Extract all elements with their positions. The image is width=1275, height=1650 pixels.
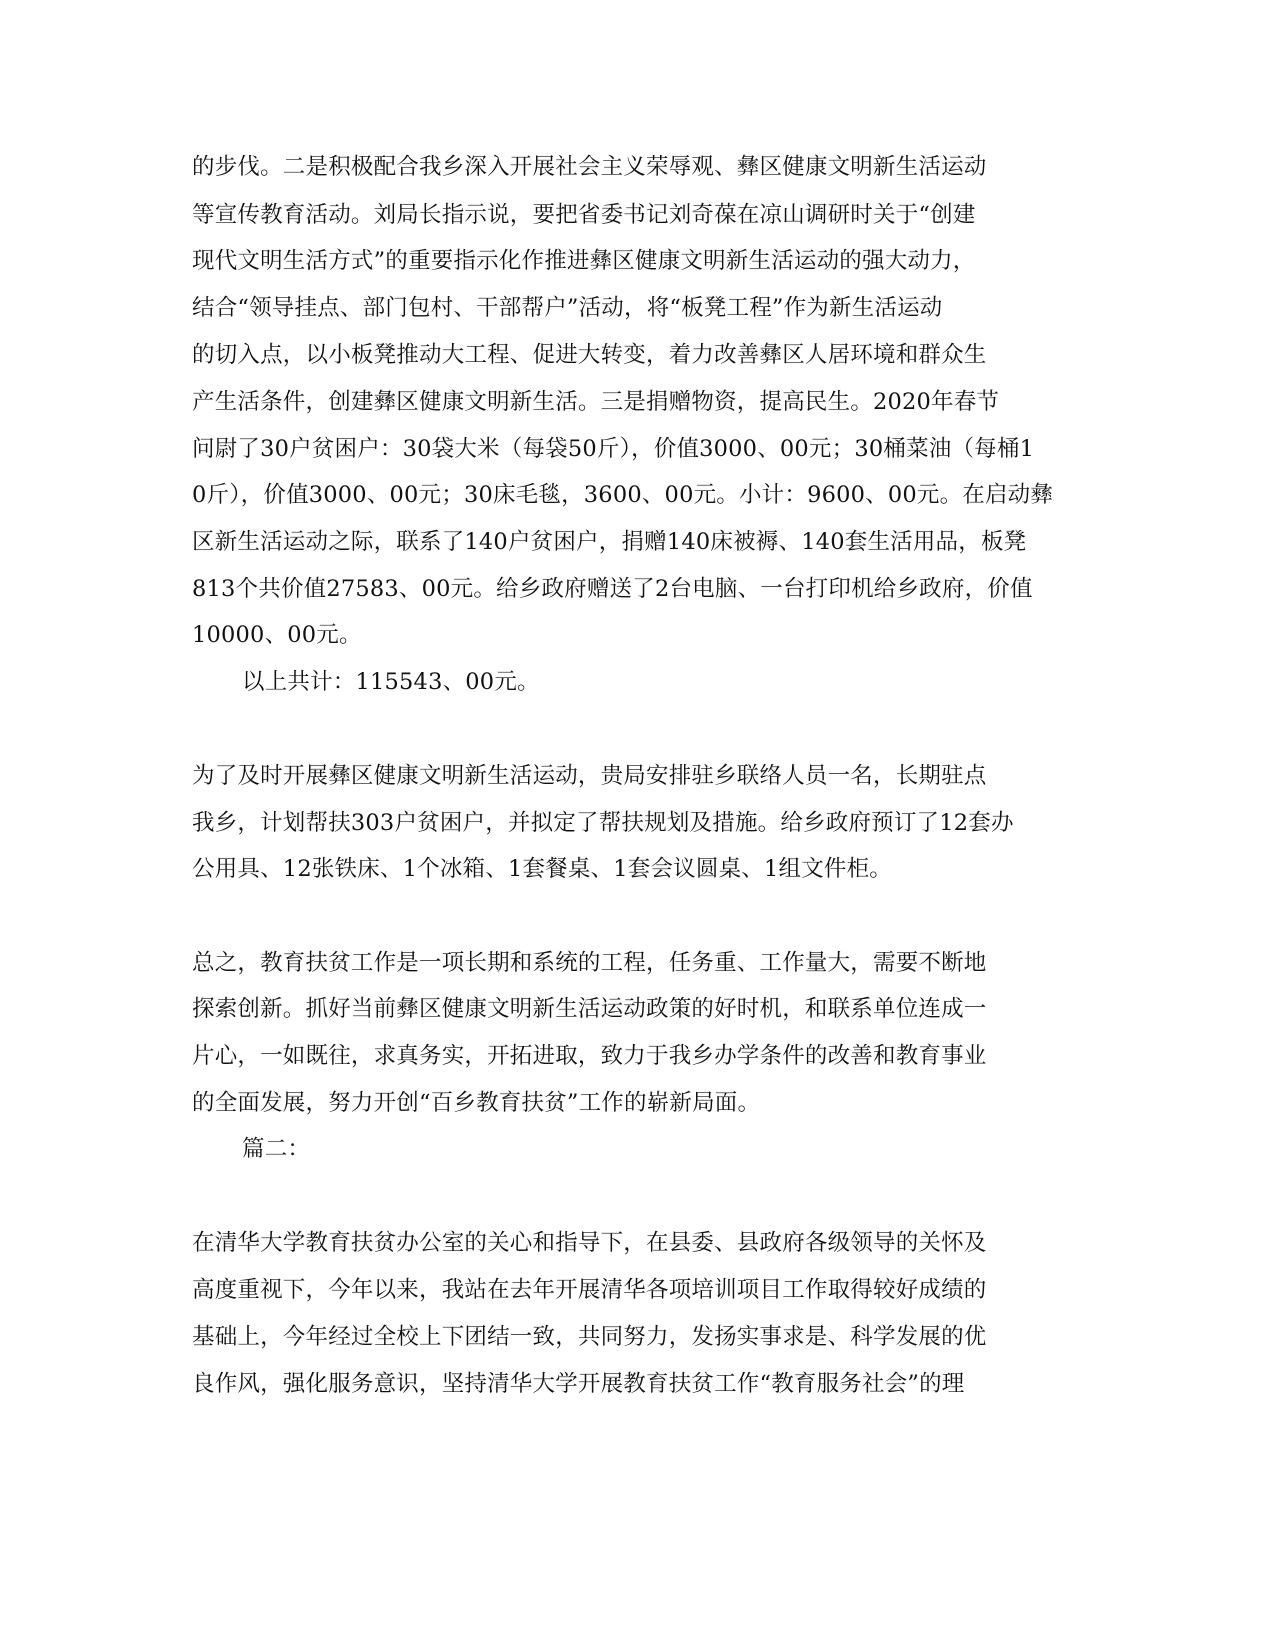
text-line: 基础上，今年经过全校上下团结一致，共同努力，发扬实事求是、科学发展的优 (192, 1324, 987, 1350)
text-line: 区新生活运动之际，联系了140户贫困户，捐赠140床被褥、140套生活用品，板凳 (192, 529, 1027, 555)
text-line: 公用具、12张铁床、1个冰箱、1套餐桌、1套会议圆桌、1组文件柜。 (192, 856, 892, 882)
text-line: 的全面发展，努力开创“百乡教育扶贫”工作的崭新局面。 (192, 1090, 761, 1116)
text-line: 0斤），价值3000、00元；30床毛毯，3600、00元。小计：9600、00元。在启动彝 (192, 482, 1054, 508)
text-line: 产生活条件，创建彝区健康文明新生活。三是捐赠物资，提高民生。2020年春节 (192, 389, 1000, 415)
text-line: 10000、00元。 (192, 622, 362, 648)
text-line: 片心，一如既往，求真务实，开拓进取，致力于我乡办学条件的改善和教育事业 (192, 1043, 987, 1069)
text-line: 问尉了30户贫困户：30袋大米（每袋50斤），价值3000、00元；30桶菜油（每桶1 (192, 436, 1035, 462)
text-line: 等宣传教育活动。刘局长指示说，要把省委书记刘奇葆在凉山调研时关于“创建 (192, 202, 976, 228)
text-line: 813个共价值27583、00元。给乡政府赠送了2台电脑、一台打印机给乡政府，价值 (192, 576, 1033, 602)
text-line: 在清华大学教育扶贫办公室的关心和指导下，在县委、县政府各级领导的关怀及 (192, 1230, 987, 1256)
text-line: 的步伐。二是积极配合我乡深入开展社会主义荣辱观、彝区健康文明新生活运动 (192, 154, 987, 180)
text-line: 我乡，计划帮扶303户贫困户，并拟定了帮扶规划及措施。给乡政府预订了12套办 (192, 810, 1014, 836)
text-line: 现代文明生活方式”的重要指示化作推进彝区健康文明新生活运动的强大动力， (192, 248, 976, 274)
section-heading: 篇二： (242, 1136, 311, 1162)
text-line: 良作风，强化服务意识，坚持清华大学开展教育扶贫工作“教育服务社会”的理 (192, 1371, 965, 1397)
total-line: 以上共计：115543、00元。 (242, 669, 540, 695)
text-line: 为了及时开展彝区健康文明新生活运动，贵局安排驻乡联络人员一名，长期驻点 (192, 763, 987, 789)
text-line: 高度重视下，今年以来，我站在去年开展清华各项培训项目工作取得较好成绩的 (192, 1277, 987, 1303)
text-line: 结合“领导挂点、部门包村、干部帮户”活动，将“板凳工程”作为新生活运动 (192, 295, 943, 321)
text-line: 总之，教育扶贫工作是一项长期和系统的工程，任务重、工作量大，需要不断地 (192, 950, 987, 976)
text-line: 的切入点，以小板凳推动大工程、促进大转变，着力改善彝区人居环境和群众生 (192, 342, 987, 368)
text-line: 探索创新。抓好当前彝区健康文明新生活运动政策的好时机，和联系单位连成一 (192, 996, 987, 1022)
